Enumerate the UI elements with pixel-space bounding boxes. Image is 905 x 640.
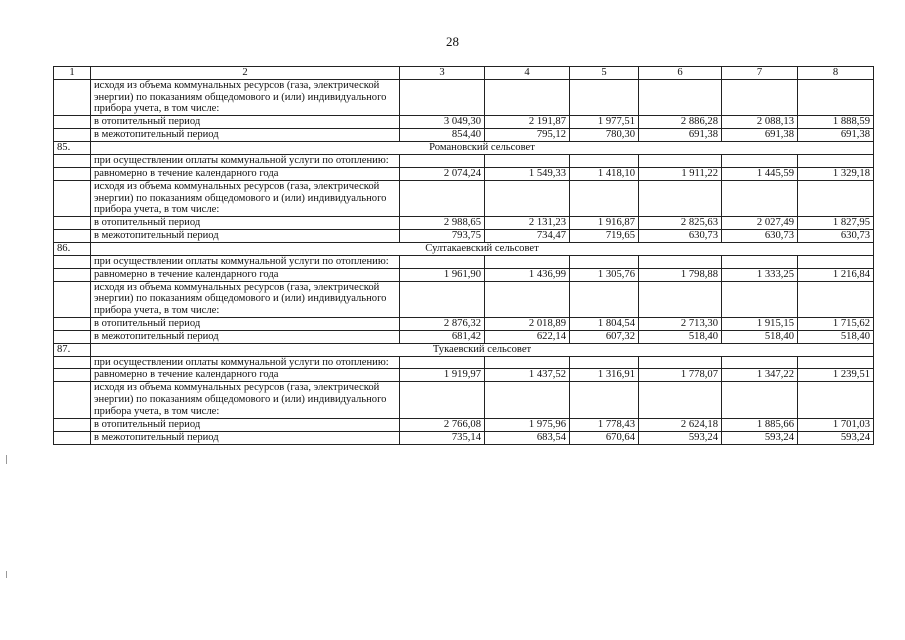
section-title: Султакаевский сельсовет bbox=[91, 242, 874, 255]
value-cell: 1 418,10 bbox=[570, 167, 639, 180]
empty-cell bbox=[639, 281, 722, 317]
empty-cell bbox=[570, 155, 639, 168]
value-cell: 795,12 bbox=[485, 129, 570, 142]
table-row bbox=[54, 431, 874, 444]
table-row bbox=[54, 167, 874, 180]
empty-cell bbox=[54, 116, 91, 129]
value-cell: 1 961,90 bbox=[400, 268, 485, 281]
value-cell: 735,14 bbox=[400, 431, 485, 444]
value-cell: 691,38 bbox=[722, 129, 798, 142]
section-header-row bbox=[54, 242, 874, 255]
description-row bbox=[54, 80, 874, 116]
row-description: исходя из объема коммунальных ресурсов (газа, электрической энергии) по показаниям общедомового и (или) индивидуального прибора учета, в том числе: bbox=[91, 281, 400, 317]
value-cell: 1 701,03 bbox=[798, 418, 874, 431]
description-row bbox=[54, 180, 874, 216]
empty-cell bbox=[798, 382, 874, 418]
row-description: при осуществлении оплаты коммунальной услуги по отоплению: bbox=[91, 356, 400, 369]
value-cell: 593,24 bbox=[798, 431, 874, 444]
value-cell: 2 876,32 bbox=[400, 317, 485, 330]
section-title: Тукаевский сельсовет bbox=[91, 343, 874, 356]
value-cell: 734,47 bbox=[485, 229, 570, 242]
empty-cell bbox=[54, 356, 91, 369]
value-cell: 2 988,65 bbox=[400, 216, 485, 229]
value-cell: 1 778,07 bbox=[639, 369, 722, 382]
empty-cell bbox=[400, 155, 485, 168]
value-cell: 1 888,59 bbox=[798, 116, 874, 129]
row-label: равномерно в течение календарного года bbox=[91, 369, 400, 382]
value-cell: 1 549,33 bbox=[485, 167, 570, 180]
value-cell: 2 825,63 bbox=[639, 216, 722, 229]
value-cell: 691,38 bbox=[798, 129, 874, 142]
empty-cell bbox=[54, 382, 91, 418]
value-cell: 1 239,51 bbox=[798, 369, 874, 382]
value-cell: 593,24 bbox=[639, 431, 722, 444]
empty-cell bbox=[722, 155, 798, 168]
empty-cell bbox=[639, 255, 722, 268]
value-cell: 630,73 bbox=[722, 229, 798, 242]
empty-cell bbox=[485, 180, 570, 216]
value-cell: 683,54 bbox=[485, 431, 570, 444]
row-label: в отопительный период bbox=[91, 216, 400, 229]
empty-cell bbox=[722, 356, 798, 369]
empty-cell bbox=[722, 382, 798, 418]
value-cell: 1 347,22 bbox=[722, 369, 798, 382]
value-cell: 1 305,76 bbox=[570, 268, 639, 281]
empty-cell bbox=[54, 268, 91, 281]
empty-cell bbox=[54, 180, 91, 216]
empty-cell bbox=[639, 180, 722, 216]
row-description: исходя из объема коммунальных ресурсов (газа, электрической энергии) по показаниям общедомового и (или) индивидуального прибора учета, в том числе: bbox=[91, 80, 400, 116]
empty-cell bbox=[570, 382, 639, 418]
empty-cell bbox=[400, 80, 485, 116]
description-row bbox=[54, 255, 874, 268]
section-header-row bbox=[54, 343, 874, 356]
column-header: 2 bbox=[91, 67, 400, 80]
table-row bbox=[54, 330, 874, 343]
tariff-table bbox=[53, 66, 874, 445]
value-cell: 1 911,22 bbox=[639, 167, 722, 180]
table-row bbox=[54, 369, 874, 382]
empty-cell bbox=[54, 216, 91, 229]
empty-cell bbox=[54, 80, 91, 116]
value-cell: 719,65 bbox=[570, 229, 639, 242]
value-cell: 2 027,49 bbox=[722, 216, 798, 229]
section-number: 86. bbox=[54, 242, 91, 255]
empty-cell bbox=[400, 356, 485, 369]
table-row bbox=[54, 317, 874, 330]
empty-cell bbox=[485, 80, 570, 116]
empty-cell bbox=[798, 155, 874, 168]
value-cell: 2 766,08 bbox=[400, 418, 485, 431]
empty-cell bbox=[54, 167, 91, 180]
value-cell: 2 624,18 bbox=[639, 418, 722, 431]
empty-cell bbox=[639, 80, 722, 116]
description-row bbox=[54, 281, 874, 317]
value-cell: 1 975,96 bbox=[485, 418, 570, 431]
empty-cell bbox=[54, 229, 91, 242]
row-label: в межотопительный период bbox=[91, 431, 400, 444]
empty-cell bbox=[54, 369, 91, 382]
value-cell: 1 436,99 bbox=[485, 268, 570, 281]
value-cell: 1 798,88 bbox=[639, 268, 722, 281]
empty-cell bbox=[570, 356, 639, 369]
value-cell: 854,40 bbox=[400, 129, 485, 142]
column-header: 8 bbox=[798, 67, 874, 80]
column-header: 1 bbox=[54, 67, 91, 80]
table-row bbox=[54, 129, 874, 142]
section-number: 85. bbox=[54, 142, 91, 155]
scan-edge-mark bbox=[6, 571, 7, 578]
value-cell: 691,38 bbox=[639, 129, 722, 142]
description-row bbox=[54, 356, 874, 369]
value-cell: 1 216,84 bbox=[798, 268, 874, 281]
value-cell: 1 778,43 bbox=[570, 418, 639, 431]
empty-cell bbox=[54, 155, 91, 168]
value-cell: 622,14 bbox=[485, 330, 570, 343]
empty-cell bbox=[400, 180, 485, 216]
empty-cell bbox=[54, 129, 91, 142]
value-cell: 2 886,28 bbox=[639, 116, 722, 129]
value-cell: 1 977,51 bbox=[570, 116, 639, 129]
empty-cell bbox=[722, 80, 798, 116]
empty-cell bbox=[639, 155, 722, 168]
value-cell: 3 049,30 bbox=[400, 116, 485, 129]
empty-cell bbox=[485, 281, 570, 317]
empty-cell bbox=[722, 281, 798, 317]
empty-cell bbox=[798, 180, 874, 216]
table-row bbox=[54, 229, 874, 242]
empty-cell bbox=[54, 281, 91, 317]
value-cell: 607,32 bbox=[570, 330, 639, 343]
section-number: 87. bbox=[54, 343, 91, 356]
section-header-row bbox=[54, 142, 874, 155]
empty-cell bbox=[485, 255, 570, 268]
empty-cell bbox=[54, 317, 91, 330]
column-header: 7 bbox=[722, 67, 798, 80]
empty-cell bbox=[570, 281, 639, 317]
row-label: в отопительный период bbox=[91, 116, 400, 129]
empty-cell bbox=[639, 382, 722, 418]
empty-cell bbox=[570, 80, 639, 116]
value-cell: 780,30 bbox=[570, 129, 639, 142]
table-row bbox=[54, 268, 874, 281]
value-cell: 518,40 bbox=[639, 330, 722, 343]
value-cell: 1 333,25 bbox=[722, 268, 798, 281]
table-row bbox=[54, 216, 874, 229]
scan-edge-mark bbox=[6, 455, 7, 464]
row-label: в отопительный период bbox=[91, 317, 400, 330]
column-header: 4 bbox=[485, 67, 570, 80]
value-cell: 1 919,97 bbox=[400, 369, 485, 382]
value-cell: 1 916,87 bbox=[570, 216, 639, 229]
column-header: 6 bbox=[639, 67, 722, 80]
empty-cell bbox=[54, 418, 91, 431]
empty-cell bbox=[722, 180, 798, 216]
row-description: исходя из объема коммунальных ресурсов (газа, электрической энергии) по показаниям общедомового и (или) индивидуального прибора учета, в том числе: bbox=[91, 382, 400, 418]
value-cell: 681,42 bbox=[400, 330, 485, 343]
table-body bbox=[54, 67, 874, 445]
value-cell: 2 131,23 bbox=[485, 216, 570, 229]
row-label: в отопительный период bbox=[91, 418, 400, 431]
value-cell: 630,73 bbox=[798, 229, 874, 242]
table-row bbox=[54, 116, 874, 129]
row-description: при осуществлении оплаты коммунальной услуги по отоплению: bbox=[91, 155, 400, 168]
column-header: 5 bbox=[570, 67, 639, 80]
value-cell: 670,64 bbox=[570, 431, 639, 444]
column-header: 3 bbox=[400, 67, 485, 80]
empty-cell bbox=[400, 382, 485, 418]
value-cell: 1 885,66 bbox=[722, 418, 798, 431]
description-row bbox=[54, 155, 874, 168]
value-cell: 593,24 bbox=[722, 431, 798, 444]
row-description: при осуществлении оплаты коммунальной услуги по отоплению: bbox=[91, 255, 400, 268]
empty-cell bbox=[798, 281, 874, 317]
value-cell: 1 316,91 bbox=[570, 369, 639, 382]
row-description: исходя из объема коммунальных ресурсов (газа, электрической энергии) по показаниям общедомового и (или) индивидуального прибора учета, в том числе: bbox=[91, 180, 400, 216]
empty-cell bbox=[798, 356, 874, 369]
empty-cell bbox=[54, 330, 91, 343]
row-label: равномерно в течение календарного года bbox=[91, 268, 400, 281]
value-cell: 1 827,95 bbox=[798, 216, 874, 229]
value-cell: 1 915,15 bbox=[722, 317, 798, 330]
empty-cell bbox=[798, 255, 874, 268]
value-cell: 1 804,54 bbox=[570, 317, 639, 330]
row-label: в межотопительный период bbox=[91, 330, 400, 343]
value-cell: 518,40 bbox=[798, 330, 874, 343]
value-cell: 793,75 bbox=[400, 229, 485, 242]
empty-cell bbox=[485, 382, 570, 418]
empty-cell bbox=[485, 356, 570, 369]
empty-cell bbox=[400, 255, 485, 268]
empty-cell bbox=[639, 356, 722, 369]
value-cell: 630,73 bbox=[639, 229, 722, 242]
value-cell: 2 713,30 bbox=[639, 317, 722, 330]
page-number: 28 bbox=[446, 34, 459, 49]
value-cell: 518,40 bbox=[722, 330, 798, 343]
section-title: Романовский сельсовет bbox=[91, 142, 874, 155]
value-cell: 1 437,52 bbox=[485, 369, 570, 382]
value-cell: 2 088,13 bbox=[722, 116, 798, 129]
empty-cell bbox=[722, 255, 798, 268]
empty-cell bbox=[54, 431, 91, 444]
empty-cell bbox=[798, 80, 874, 116]
empty-cell bbox=[400, 281, 485, 317]
value-cell: 2 191,87 bbox=[485, 116, 570, 129]
value-cell: 1 329,18 bbox=[798, 167, 874, 180]
empty-cell bbox=[570, 180, 639, 216]
description-row bbox=[54, 382, 874, 418]
empty-cell bbox=[54, 255, 91, 268]
column-number-row bbox=[54, 67, 874, 80]
row-label: в межотопительный период bbox=[91, 229, 400, 242]
row-label: равномерно в течение календарного года bbox=[91, 167, 400, 180]
value-cell: 1 445,59 bbox=[722, 167, 798, 180]
table-row bbox=[54, 418, 874, 431]
value-cell: 2 074,24 bbox=[400, 167, 485, 180]
row-label: в межотопительный период bbox=[91, 129, 400, 142]
empty-cell bbox=[485, 155, 570, 168]
value-cell: 1 715,62 bbox=[798, 317, 874, 330]
value-cell: 2 018,89 bbox=[485, 317, 570, 330]
empty-cell bbox=[570, 255, 639, 268]
